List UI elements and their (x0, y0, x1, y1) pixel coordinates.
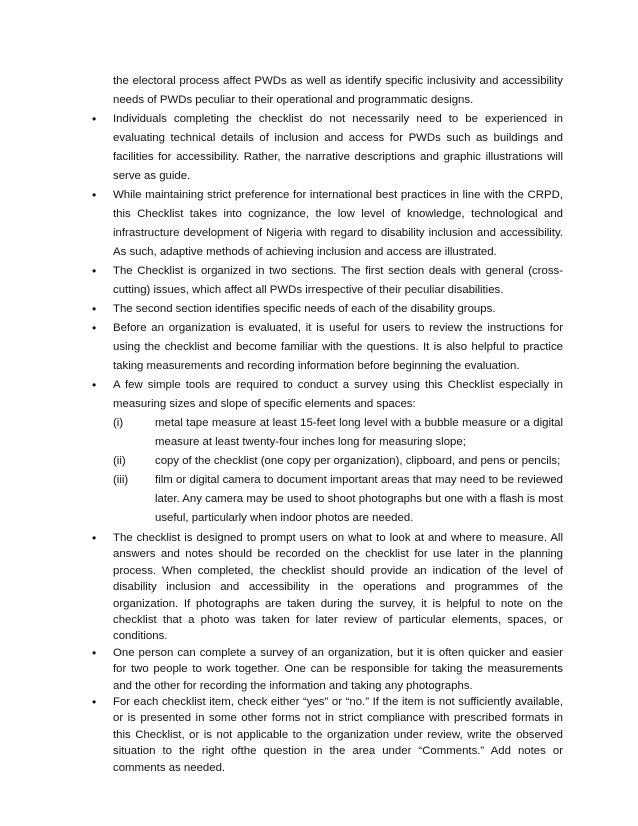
sub-item-text: film or digital camera to document important areas that may need to be reviewed later. Any camera may be used to shoot photographs but one with a flash is most useful, particularly when indoor photos are needed. (155, 474, 563, 524)
sub-item (113, 471, 563, 528)
sub-item-number: (iii) (113, 474, 129, 486)
bullet-item: • The second section identifies specific needs of each of the disability groups. (113, 300, 563, 319)
bullet-item: • Before an organization is evaluated, it is useful for users to review the instructions for using the checklist and become familiar with the questions. It is also helpful to practice taking measurements and recording information before beginning the evaluation. (113, 319, 563, 376)
intro-continuation: the electoral process affect PWDs as well as identify specific inclusivity and accessibility needs of PWDs peculiar to their operational and programmatic designs. (113, 75, 563, 106)
bullet-item: • The checklist is designed to prompt users on what to look at and where to measure. All answers and notes should be recorded on the checklist for use later in the planning process. When completed, the checklist should provide an indication of the level of disability inclusion and accessibility in the operations and programmes of the organization. If photographs are taken during the survey, it is helpful to note on the checklist that a photo was taken for later review of particular elements, spaces, or conditions. (113, 530, 563, 645)
bullet-item: • Individuals completing the checklist do not necessarily need to be experienced in evaluating technical details of inclusion and access for PWDs such as buildings and facilities for accessibility. Rather, the narrative descriptions and graphic illustrations will serve as guide. (113, 110, 563, 186)
bullet-item: • One person can complete a survey of an organization, but it is often quicker and easier for two people to work together. One can be responsible for taking the measurements and the other for recording the information and taking any photographs. (113, 645, 563, 694)
sub-item-number: (ii) (113, 455, 126, 467)
bullet-item: • For each checklist item, check either “yes” or “no.” If the item is not sufficiently available, or is presented in some other forms not in strict compliance with prescribed formats in this Checklist, or is not applicable to the organization under review, write the observed situation to the right ofthe question in the area under “Comments.” Add notes or comments as needed. (113, 694, 563, 776)
bullet-item: • The Checklist is organized in two sections. The first section deals with general (cross-cutting) issues, which affect all PWDs irrespective of their peculiar disabilities. (113, 262, 563, 300)
tools-bullet (113, 376, 563, 528)
sub-item (113, 414, 563, 452)
tools-intro: • A few simple tools are required to conduct a survey using this Checklist especially in measuring sizes and slope of specific elements and spaces: (113, 379, 563, 410)
bullet-item: • While maintaining strict preference for international best practices in line with the CRPD, this Checklist takes into cognizance, the low level of knowledge, technological and infrastructure development of Nigeria with regard to disability inclusion and accessibility. As such, adaptive methods of achieving inclusion and access are illustrated. (113, 186, 563, 262)
document-body (113, 72, 563, 776)
sub-item-text: metal tape measure at least 15-feet long level with a bubble measure or a digital measure at least twenty-four inches long for measuring slope; (155, 417, 563, 448)
sub-item-number: (i) (113, 417, 124, 429)
sub-item (113, 452, 563, 471)
sub-item-text: copy of the checklist (one copy per organization), clipboard, and pens or pencils; (155, 455, 561, 467)
